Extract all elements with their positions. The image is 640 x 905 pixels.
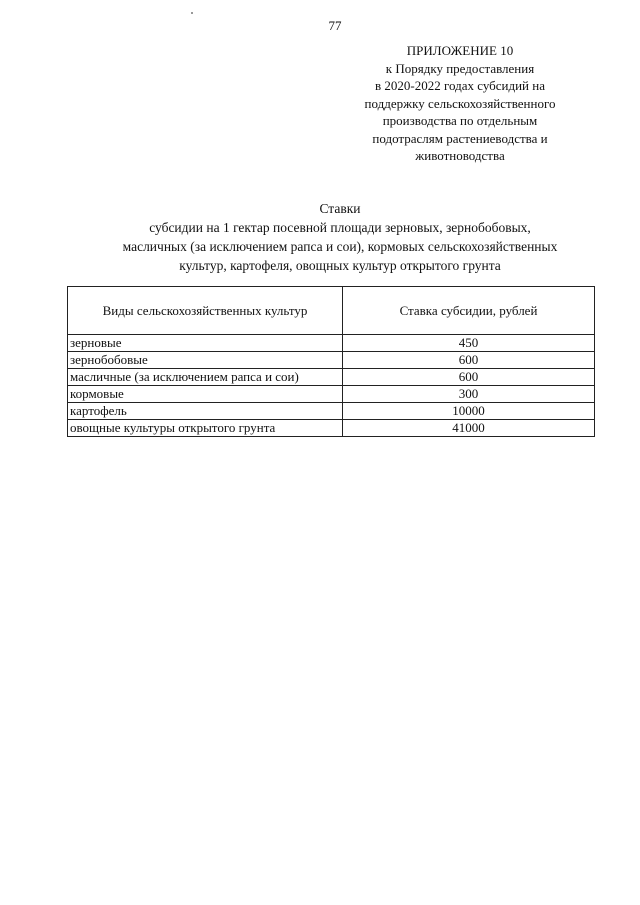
table-row [68,403,595,420]
rates-table-wrapper [67,286,595,437]
crop-cell: картофель [68,403,343,420]
title-heading: Ставки [319,201,361,216]
rate-cell: 41000 [343,420,595,437]
appendix-block [330,42,590,165]
appendix-line: ПРИЛОЖЕНИЕ 10 [406,43,514,58]
crop-cell: масличные (за исключением рапса и сои) [68,369,343,386]
rate-cell: 450 [343,335,595,352]
crop-cell: овощные культуры открытого грунта [68,420,343,437]
table-row [68,386,595,403]
crop-cell: кормовые [68,386,343,403]
header-crop-type: Виды сельскохозяйственных культур [68,287,343,335]
crop-cell: зерновые [68,335,343,352]
page-number: 77 [328,18,342,33]
table-header-row [68,287,595,335]
appendix-line: животноводства [415,148,505,163]
header-subsidy-rate: Ставка субсидии, рублей [343,287,595,335]
title-line: масличных (за исключением рапса и сои), кормовых сельскохозяйственных [122,239,558,254]
title-line: культур, картофеля, овощных культур открытого грунта [179,258,501,273]
appendix-line: подотраслям растениеводства и [372,130,548,146]
table-row [68,369,595,386]
rate-cell: 600 [343,369,595,386]
title-line: субсидии на 1 гектар посевной площади зерновых, зернобобовых, [149,220,531,235]
crop-cell: зернобобовые [68,352,343,369]
appendix-line: в 2020-2022 годах субсидий на [374,78,545,93]
rates-table [67,286,595,437]
rate-cell: 300 [343,386,595,403]
table-row [68,352,595,369]
scan-speck [191,12,193,14]
table-row [68,335,595,352]
document-title [60,199,620,275]
rate-cell: 10000 [343,403,595,420]
appendix-line: поддержку сельскохозяйственного [364,95,556,111]
table-row [68,420,595,437]
rate-cell: 600 [343,352,595,369]
appendix-line: к Порядку предоставления [385,60,535,76]
appendix-line: производства по отдельным [382,113,538,128]
